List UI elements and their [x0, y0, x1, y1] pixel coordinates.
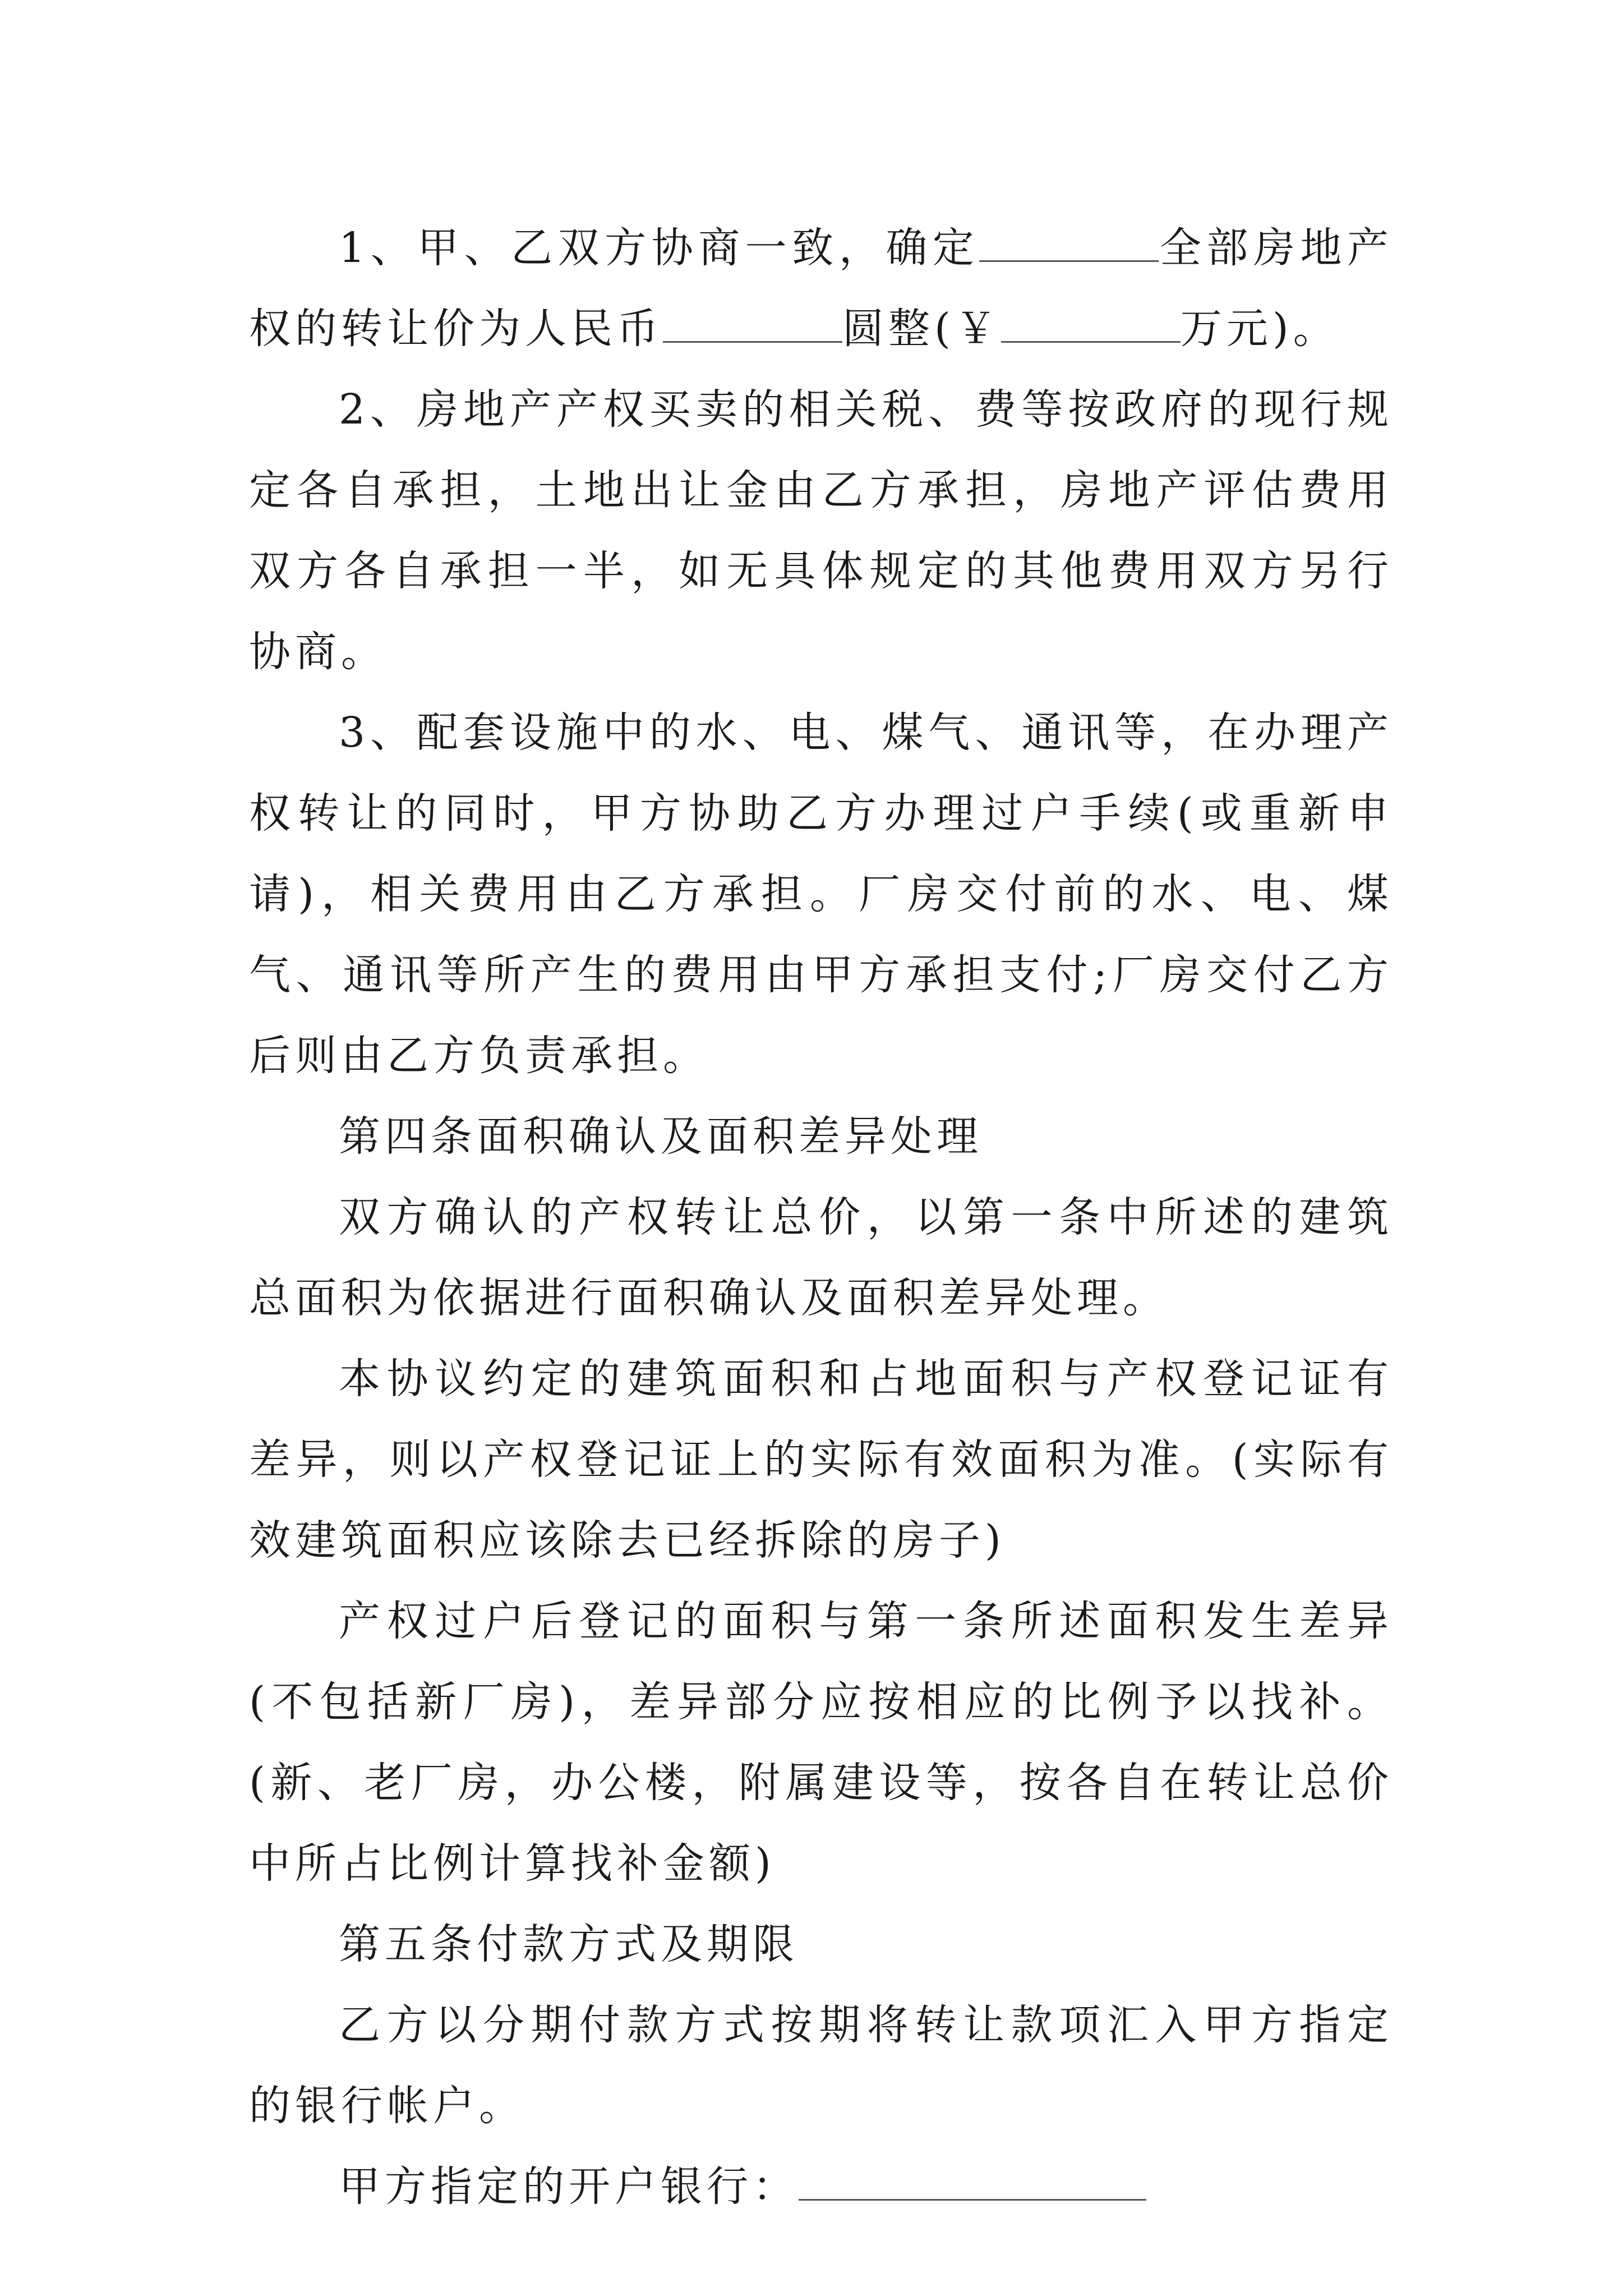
transfer-price-text-4: 万元)。	[1180, 305, 1339, 353]
transfer-price-text-1: 1、甲、乙双方协商一致，确定	[339, 224, 980, 272]
price-number-blank	[1001, 307, 1181, 343]
paragraph-taxes-fees: 2、房地产产权买卖的相关税、费等按政府的现行规定各自承担，土地出让金由乙方承担，房地产评估费用双方各自承担一半，如无具体规定的其他费用双方另行协商。	[249, 385, 1393, 676]
property-blank	[979, 227, 1159, 262]
price-words-blank	[663, 307, 842, 343]
heading-article-five: 第五条付款方式及期限	[339, 1920, 799, 1968]
paragraph-bank-designation	[249, 2146, 1393, 2227]
paragraph-area-registration: 本协议约定的建筑面积和占地面积与产权登记证有差异，则以产权登记证上的实际有效面积为准。(实际有效建筑面积应该除去已经拆除的房子)	[249, 1355, 1393, 1565]
paragraph-payment-method: 乙方以分期付款方式按期将转让款项汇入甲方指定的银行帐户。	[249, 2001, 1393, 2130]
bank-label: 甲方指定的开户银行：	[339, 2162, 799, 2211]
document-body	[249, 208, 1393, 2227]
paragraph-area-difference: 产权过户后登记的面积与第一条所述面积发生差异(不包括新厂房)，差异部分应按相应的比例予以找补。(新、老厂房，办公楼，附属建设等，按各自在转让总价中所占比例计算找补金额)	[249, 1597, 1393, 1888]
transfer-price-text-2: 全部房地产权的转让价为人民币	[249, 224, 1393, 353]
paragraph-utilities: 3、配套设施中的水、电、煤气、通讯等，在办理产权转让的同时，甲方协助乙方办理过户手续(或重新申请)，相关费用由乙方承担。厂房交付前的水、电、煤气、通讯等所产生的费用由甲方承担支付;厂房交付乙方后则由乙方负责承担。	[249, 708, 1393, 1080]
paragraph-area-basis: 双方确认的产权转让总价，以第一条中所述的建筑总面积为依据进行面积确认及面积差异处理。	[249, 1193, 1393, 1322]
bank-blank	[799, 2165, 1146, 2201]
transfer-price-text-3: 圆整(￥	[842, 305, 1001, 353]
paragraph-transfer-price	[249, 208, 1393, 369]
heading-article-four: 第四条面积确认及面积差异处理	[339, 1112, 983, 1161]
